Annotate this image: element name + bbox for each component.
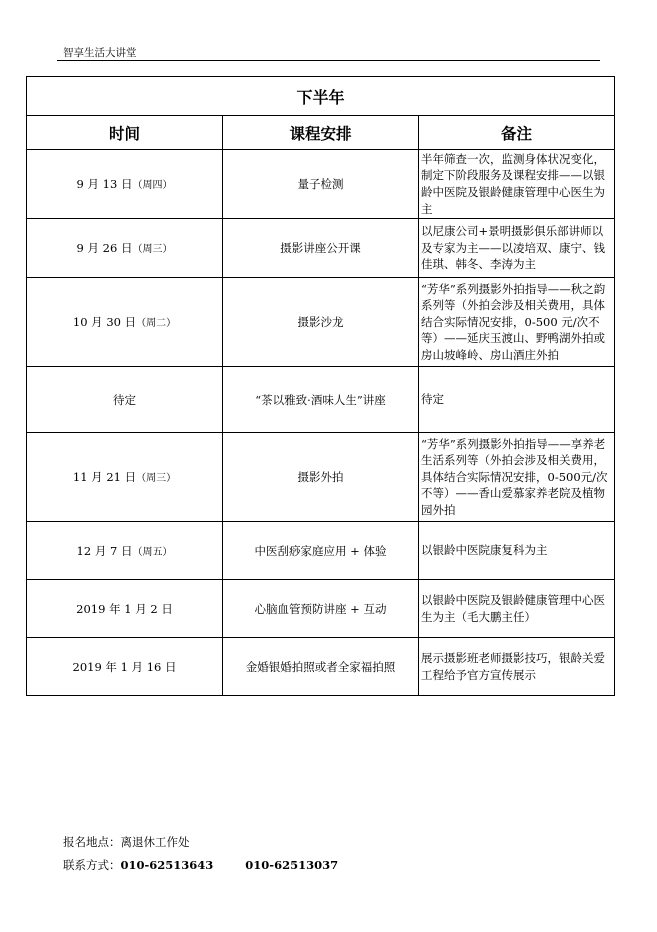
location-value: 离退休工作处 [120, 835, 190, 849]
date-text: 12 月 7 日 [76, 543, 133, 558]
contact-label: 联系方式： [63, 858, 121, 872]
date-text: 待定 [113, 392, 136, 407]
date-text: 9 月 13 日 [76, 177, 133, 191]
course-cell: 摄影外拍 [223, 433, 419, 522]
course-cell: 量子检测 [223, 150, 419, 219]
table-row [27, 638, 615, 696]
page-header: 智享生活大讲堂 [63, 47, 137, 59]
weekday-text: （周四） [132, 180, 173, 191]
date-text: 10 月 30 日 [72, 315, 137, 329]
note-cell: 半年筛查一次，监测身体状况变化，制定下阶段服务及课程安排——以银龄中医院及银龄健康管理中心医生为主 [419, 150, 615, 219]
course-cell: 金婚银婚拍照或者全家福拍照 [223, 638, 419, 696]
weekday-text: （周五） [132, 546, 173, 558]
location-label: 报名地点： [63, 835, 121, 849]
date-text: 2019 年 1 月 2 日 [76, 601, 173, 616]
date-text: 9 月 26 日 [76, 241, 133, 255]
contact-info [63, 857, 338, 873]
table-row [27, 433, 615, 522]
time-cell [27, 150, 223, 219]
note-cell: 展示摄影班老师摄影技巧，银龄关爱工程给予官方宣传展示 [419, 638, 615, 696]
note-cell: 待定 [419, 367, 615, 433]
course-cell: 摄影沙龙 [223, 278, 419, 367]
course-cell: 中医刮痧家庭应用 + 体验 [223, 522, 419, 580]
phone-number-1: 010-62513643 [120, 858, 214, 872]
table-title: 下半年 [27, 77, 615, 116]
time-cell [27, 638, 223, 696]
phone-number-2: 010-62513037 [245, 858, 339, 872]
time-cell [27, 433, 223, 522]
note-cell: 以银龄中医院及银龄健康管理中心医生为主（毛大鹏主任） [419, 580, 615, 638]
time-cell [27, 278, 223, 367]
course-cell: 摄影讲座公开课 [223, 219, 419, 278]
weekday-text: （周三） [136, 473, 177, 484]
time-cell [27, 580, 223, 638]
time-cell [27, 522, 223, 580]
note-cell: 以尼康公司+景明摄影俱乐部讲师以及专家为主——以凌培双、康宁、钱佳琪、韩冬、李涛为主 [419, 219, 615, 278]
table-row [27, 278, 615, 367]
course-cell: 心脑血管预防讲座 + 互动 [223, 580, 419, 638]
table-row [27, 367, 615, 433]
time-cell [27, 219, 223, 278]
column-header-course: 课程安排 [223, 116, 419, 150]
time-cell [27, 367, 223, 433]
weekday-text: （周三） [132, 244, 173, 255]
weekday-text: （周二） [136, 318, 177, 329]
date-text: 2019 年 1 月 16 日 [72, 659, 177, 674]
note-cell: “芳华”系列摄影外拍指导——享养老生活系列等（外拍会涉及相关费用，具体结合实际情况安排，0-500元/次不等）——香山爱慕家养老院及植物园外拍 [419, 433, 615, 522]
note-cell: “芳华”系列摄影外拍指导——秋之韵系列等（外拍会涉及相关费用，具体结合实际情况安排，0-500 元/次不等）——延庆玉渡山、野鸭湖外拍或房山坡峰岭、房山酒庄外拍 [419, 278, 615, 367]
table-row [27, 522, 615, 580]
date-text: 11 月 21 日 [72, 470, 137, 484]
registration-location [63, 834, 190, 850]
column-header-note: 备注 [419, 116, 615, 150]
schedule-table [26, 76, 615, 696]
header-divider [57, 60, 600, 61]
note-cell: 以银龄中医院康复科为主 [419, 522, 615, 580]
table-row [27, 580, 615, 638]
course-cell: “茶以雅致·酒味人生”讲座 [223, 367, 419, 433]
column-header-time: 时间 [27, 116, 223, 150]
table-row [27, 150, 615, 219]
table-row [27, 219, 615, 278]
